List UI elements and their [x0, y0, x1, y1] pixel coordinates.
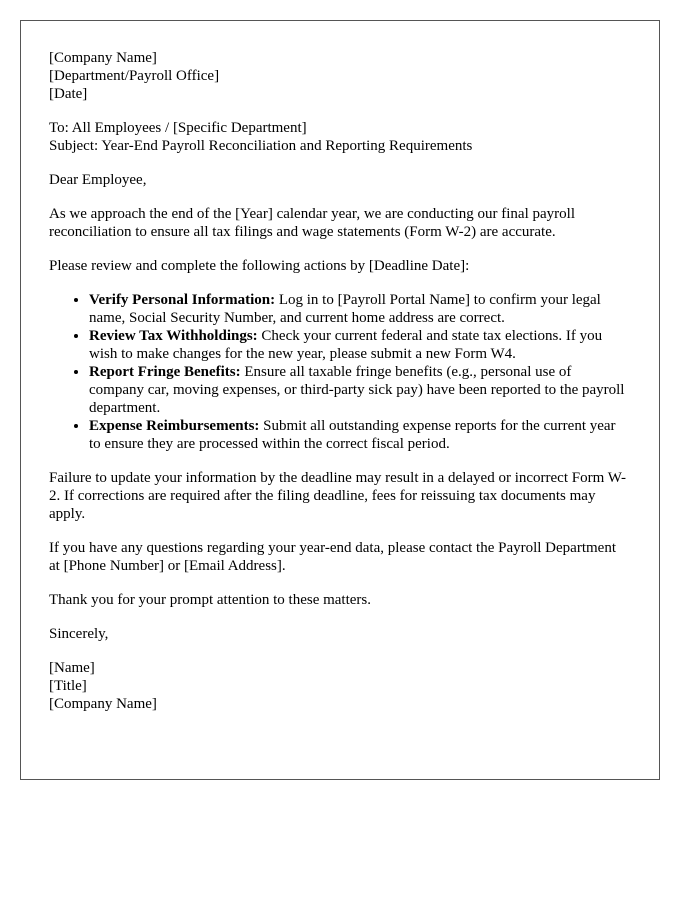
intro-paragraph: As we approach the end of the [Year] calendar year, we are conducting our final payroll reconciliation to ensure all tax filings and wage statements (Form W-2) are accurate. [49, 206, 575, 240]
recipient-line: To: All Employees / [Specific Department] [49, 120, 307, 136]
signature-company: [Company Name] [49, 696, 157, 712]
action-term: Report Fringe Benefits: [89, 364, 241, 380]
action-item-tax-withholdings [89, 327, 627, 363]
action-item-fringe-benefits [89, 363, 627, 417]
action-term: Verify Personal Information: [89, 292, 276, 308]
signature-block [49, 659, 627, 713]
action-text: Ensure all taxable fringe benefits (e.g., personal use of company car, moving expenses, or third-party sick pay) have been reported to the payroll department. [89, 364, 625, 416]
action-text: Submit all outstanding expense reports for the current year to ensure they are processed within the correct fiscal period. [89, 418, 616, 452]
header-company: [Company Name] [49, 50, 157, 66]
thanks-paragraph: Thank you for your prompt attention to these matters. [49, 592, 372, 608]
header-department: [Department/Payroll Office] [49, 68, 220, 84]
action-list [49, 291, 627, 453]
action-term: Expense Reimbursements: [89, 418, 260, 434]
action-text: Check your current federal and state tax elections. If you wish to make changes for the new year, please submit a new Form W4. [89, 328, 603, 362]
letter-addressing [49, 119, 627, 155]
letter-page [20, 20, 660, 780]
action-item-expense-reimbursements [89, 417, 627, 453]
header-date: [Date] [49, 86, 88, 102]
letter-body [49, 49, 627, 713]
instructions-paragraph: Please review and complete the following actions by [Deadline Date]: [49, 258, 470, 274]
action-item-verify-info [89, 291, 627, 327]
signature-title: [Title] [49, 678, 87, 694]
action-text: Log in to [Payroll Portal Name] to confirm your legal name, Social Security Number, and current home address are correct. [89, 292, 601, 326]
salutation: Dear Employee, [49, 172, 147, 188]
letter-header [49, 49, 627, 103]
subject-line: Subject: Year-End Payroll Reconciliation and Reporting Requirements [49, 138, 473, 154]
contact-paragraph: If you have any questions regarding your year-end data, please contact the Payroll Department at [Phone Number] or [Email Address]. [49, 540, 616, 574]
closing: Sincerely, [49, 626, 109, 642]
warning-paragraph: Failure to update your information by the deadline may result in a delayed or incorrect Form W-2. If corrections are required after the filing deadline, fees for reissuing tax documents may apply. [49, 470, 627, 522]
action-term: Review Tax Withholdings: [89, 328, 258, 344]
signature-name: [Name] [49, 660, 95, 676]
